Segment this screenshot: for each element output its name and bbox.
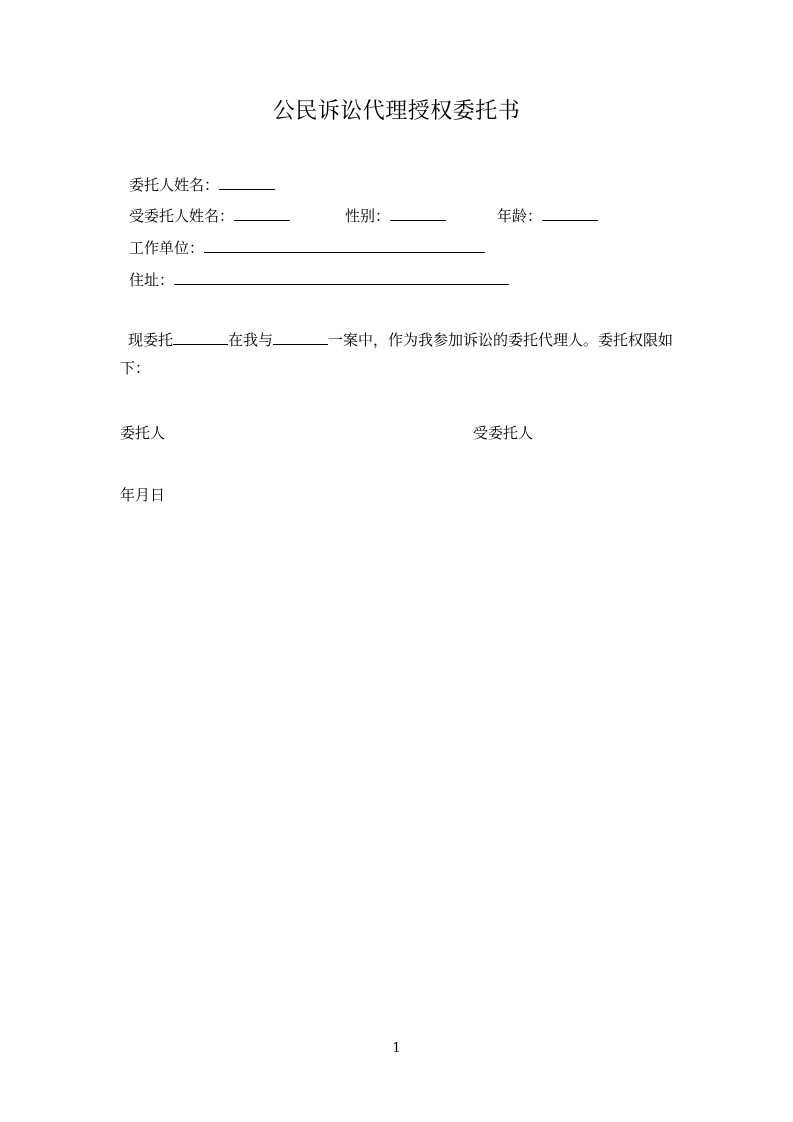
work-unit-row (129, 237, 485, 258)
work-unit-blank (204, 237, 485, 253)
agent-name-row (129, 205, 290, 226)
age-label: 年龄： (497, 207, 543, 225)
agent-signature-label: 受委托人 (473, 424, 534, 442)
document-title: 公民诉讼代理授权委托书 (272, 99, 521, 124)
address-label: 住址： (129, 271, 175, 289)
agent-blank (173, 329, 228, 345)
agent-name-blank (234, 205, 290, 221)
principal-signature-label: 委托人 (120, 424, 166, 442)
authorization-paragraph (120, 326, 680, 382)
principal-name-blank (219, 174, 275, 190)
opponent-blank (273, 329, 328, 345)
body-part1: 现委托 (128, 331, 174, 349)
gender-label: 性别： (345, 207, 391, 225)
address-blank (174, 269, 509, 285)
principal-name-row (129, 174, 275, 195)
date-label: 年月日 (120, 486, 166, 504)
body-part2: 在我与 (228, 331, 274, 349)
work-unit-label: 工作单位： (129, 239, 205, 257)
age-blank (542, 205, 598, 221)
agent-name-label: 受委托人姓名： (129, 207, 235, 225)
gender-blank (390, 205, 446, 221)
principal-name-label: 委托人姓名： (129, 176, 220, 194)
gender-row (345, 205, 446, 226)
body-part3: 一案中，作为我参加诉讼的委托代理人。委托权限如下： (120, 331, 674, 377)
age-row (497, 205, 598, 226)
address-row (129, 269, 509, 290)
page-number: 1 (392, 1041, 401, 1056)
